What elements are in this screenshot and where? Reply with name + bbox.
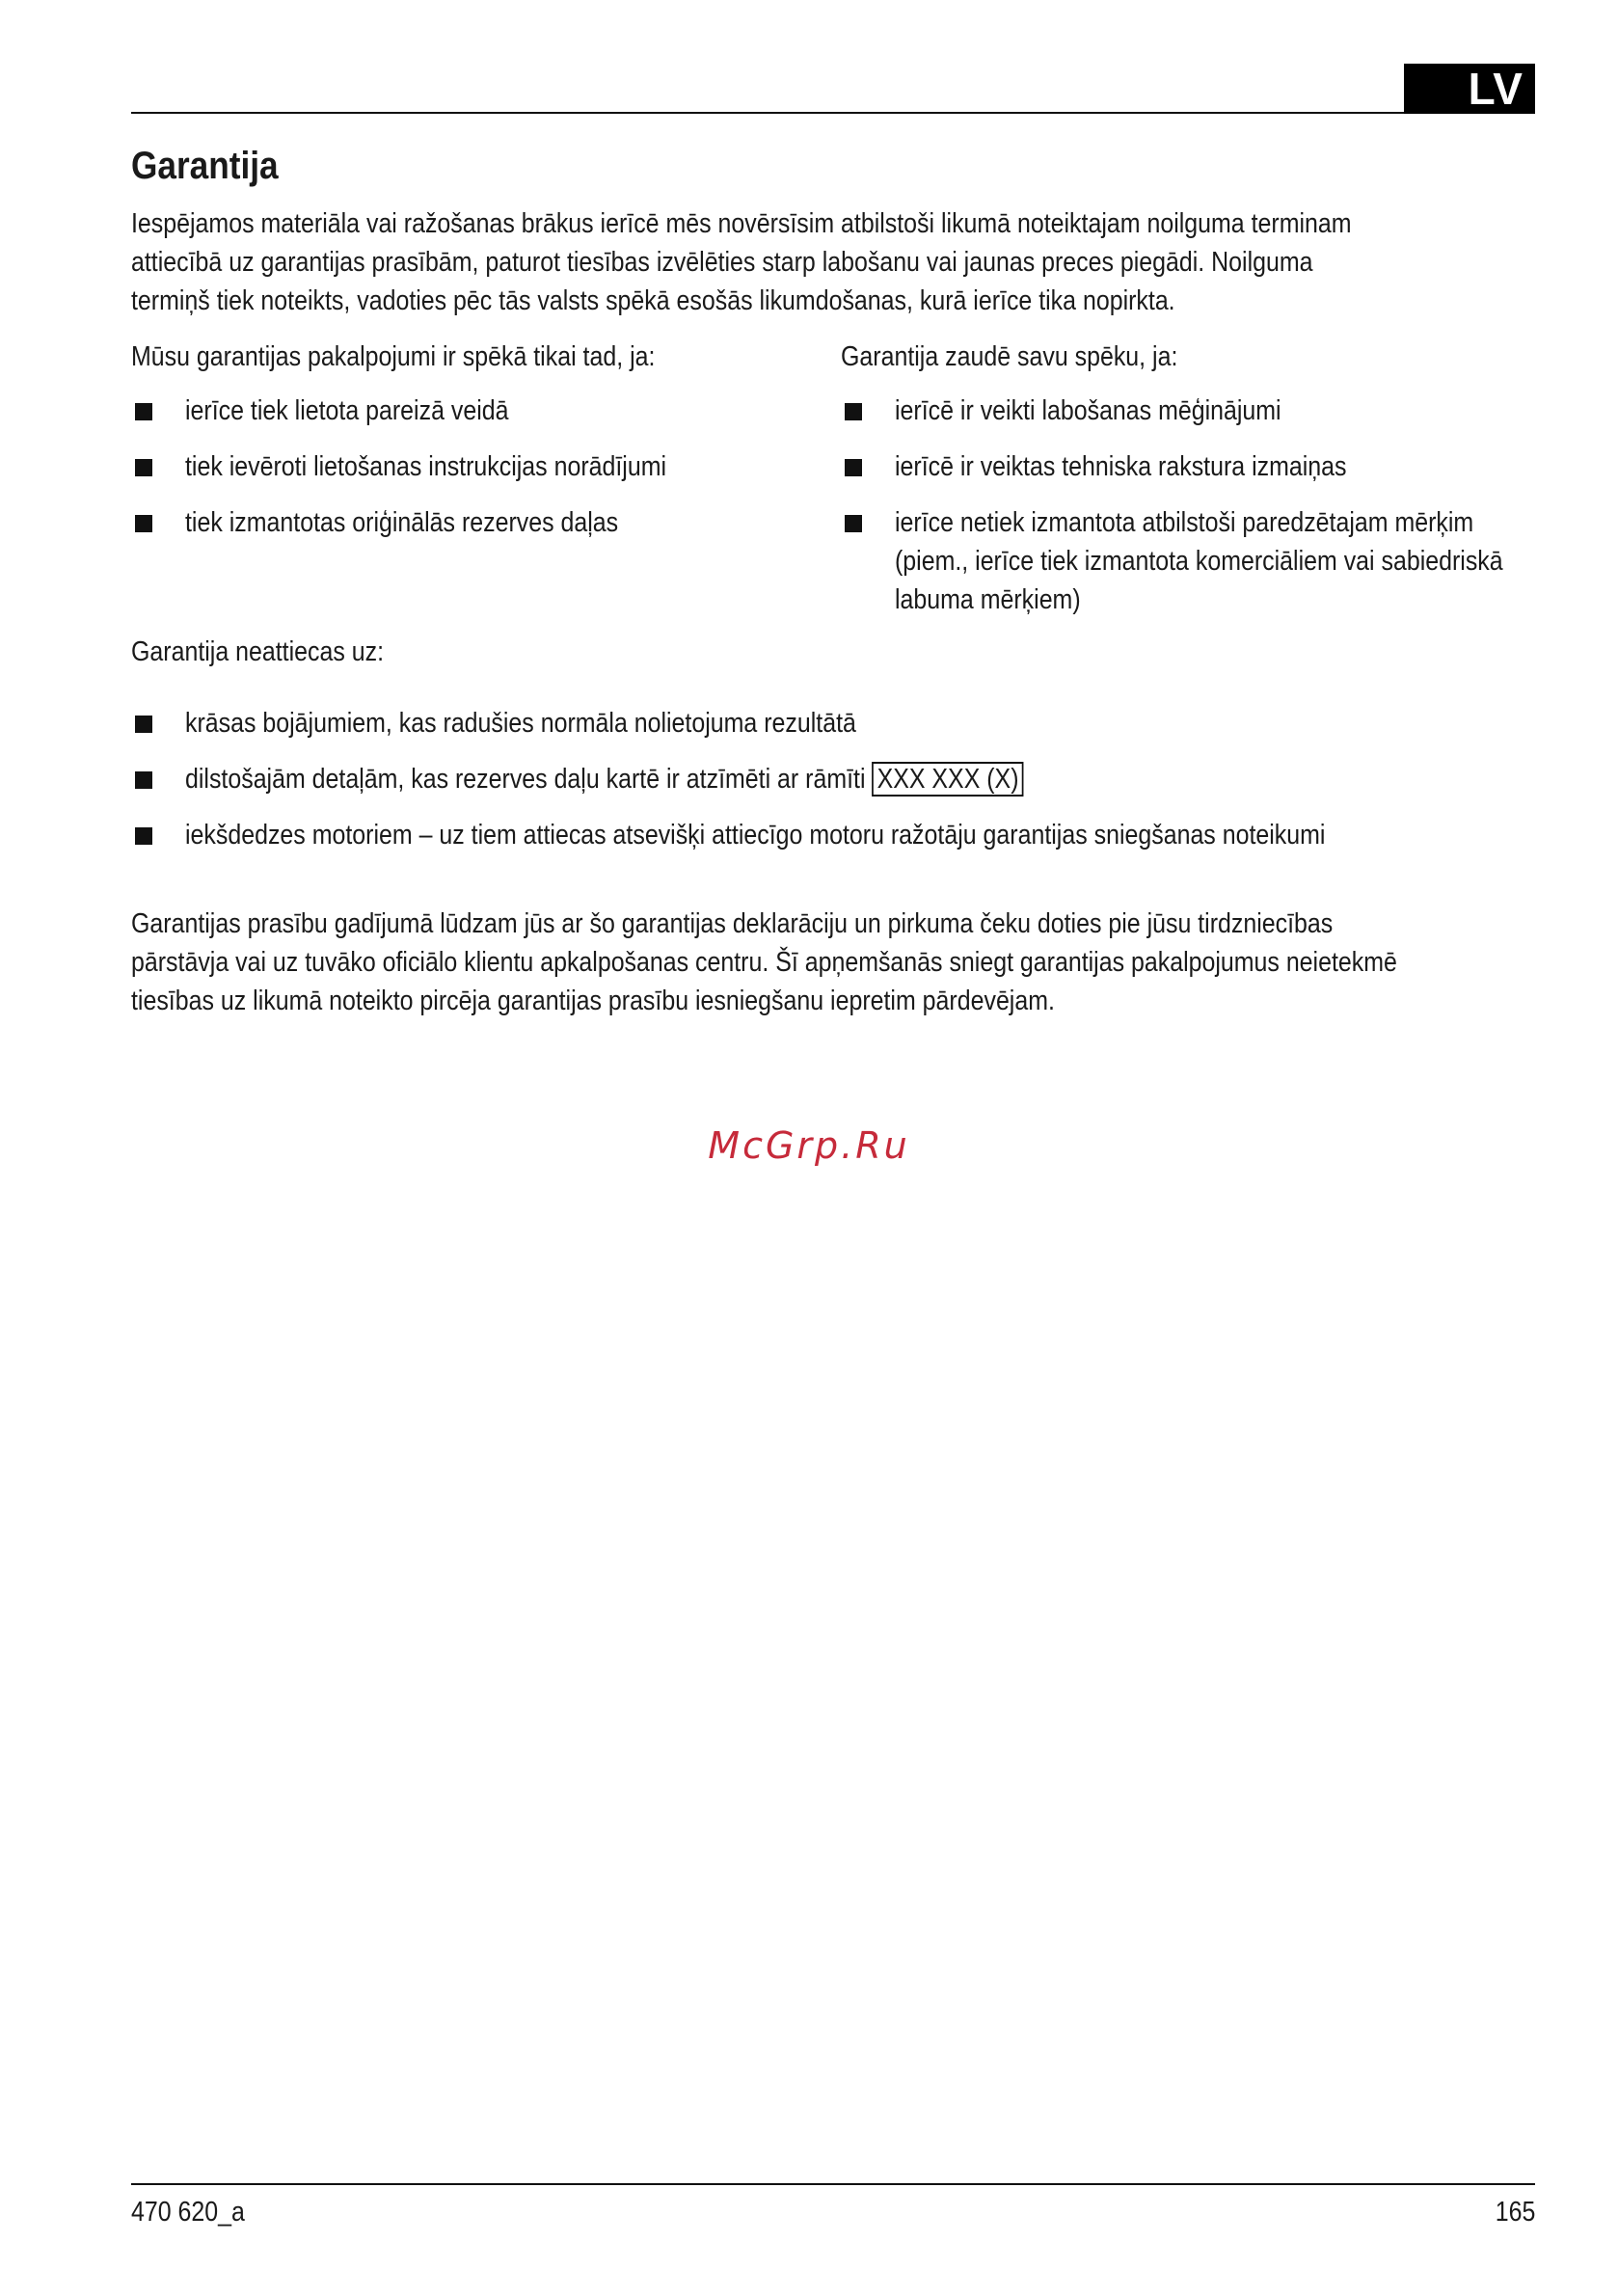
page-title: Garantija — [131, 145, 279, 187]
list-item: iekšdedzes motoriem – uz tiem attiecas atsevišķi attiecīgo motoru ražotāju garantijas sniegšanas noteikumi — [131, 816, 1578, 854]
list-item: tiek ievēroti lietošanas instrukcijas norādījumi — [131, 447, 825, 486]
list-item: ierīce netiek izmantota atbilstoši paredzētajam mērķim (piem., ierīce tiek izmantota komerciāliem vai sabiedriskā labuma mērķiem) — [841, 503, 1535, 619]
square-bullet-icon — [135, 515, 152, 532]
list-item: ierīce tiek lietota pareizā veidā — [131, 392, 825, 430]
square-bullet-icon — [135, 716, 152, 733]
header-rule — [131, 112, 1404, 114]
closing-line: Garantijas prasību gadījumā lūdzam jūs ar šo garantijas deklarāciju un pirkuma čeku doties pie jūsu tirdzniecības — [131, 908, 1334, 939]
language-badge: LV — [1404, 64, 1535, 114]
closing-paragraph — [131, 905, 1524, 1020]
list-item: ierīcē ir veiktas tehniska rakstura izmaiņas — [841, 447, 1535, 486]
not-covered-list — [131, 704, 1578, 854]
closing-line: pārstāvja vai uz tuvāko oficiālo klientu apkalpošanas centru. Šī apņemšanās sniegt garantijas pakalpojumus neietekmē — [131, 947, 1397, 978]
square-bullet-icon — [845, 459, 862, 476]
watermark: McGrp.Ru — [708, 1124, 910, 1167]
wear-parts-text: dilstošajām detaļām, kas rezerves daļu kartē ir atzīmēti ar rāmīti — [185, 764, 866, 795]
list-item: tiek izmantotas oriģinālās rezerves daļas — [131, 503, 825, 542]
square-bullet-icon — [135, 771, 152, 789]
footer-rule — [131, 2183, 1535, 2185]
square-bullet-icon — [845, 515, 862, 532]
square-bullet-icon — [135, 827, 152, 845]
document-id: 470 620_a — [131, 2197, 245, 2228]
intro-line: termiņš tiek noteikts, vadoties pēc tās valsts spēkā esošās likumdošanas, kurā ierīce tika nopirkta. — [131, 285, 1175, 316]
page-number: 165 — [1495, 2197, 1535, 2228]
list-item — [131, 760, 1578, 798]
intro-paragraph — [131, 204, 1524, 320]
valid-if-list — [131, 392, 825, 542]
closing-line: tiesības uz likumā noteikto pircēja garantijas prasību iesniegšanu iepretim pārdevējam. — [131, 986, 1055, 1016]
void-if-heading: Garantija zaudē savu spēku, ja: — [841, 341, 1178, 372]
square-bullet-icon — [845, 403, 862, 420]
intro-line: Iespējamos materiāla vai ražošanas brākus ierīcē mēs novērsīsim atbilstoši likumā noteiktajam noilguma terminam — [131, 208, 1352, 239]
not-covered-heading: Garantija neattiecas uz: — [131, 636, 385, 667]
void-if-list — [841, 392, 1535, 619]
list-item: ierīcē ir veikti labošanas mēģinājumi — [841, 392, 1535, 430]
square-bullet-icon — [135, 459, 152, 476]
list-item: krāsas bojājumiem, kas radušies normāla nolietojuma rezultātā — [131, 704, 1578, 743]
valid-if-heading: Mūsu garantijas pakalpojumi ir spēkā tikai tad, ja: — [131, 341, 656, 372]
square-bullet-icon — [135, 403, 152, 420]
intro-line: attiecībā uz garantijas prasībām, paturot tiesības izvēlēties starp labošanu vai jaunas preces piegādi. Noilguma — [131, 247, 1313, 278]
part-code-box: XXX XXX (X) — [872, 762, 1023, 797]
